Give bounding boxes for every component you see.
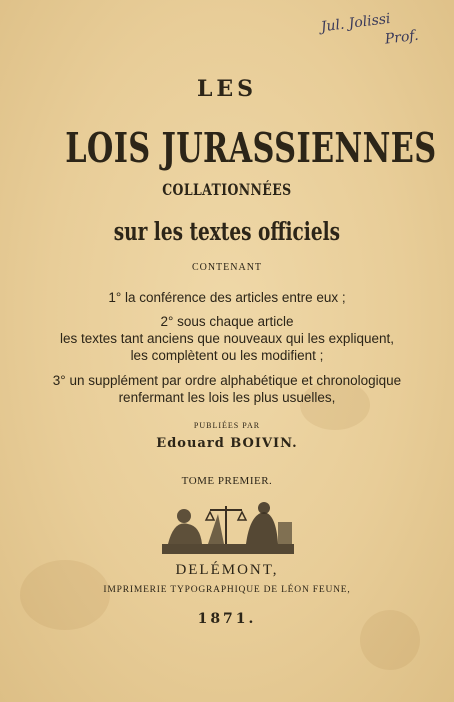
title-collation [0,180,454,199]
imprint-year: 1871. [197,611,257,627]
contents-item2a: 2° sous chaque article [160,314,294,329]
author-name: Edouard BOIVIN. [156,436,298,451]
justice-vignette-illustration [160,500,296,556]
signature-line1: Jul. Jolissi [320,10,392,36]
imprint-city: DELÉMONT, [175,562,279,578]
contents-item2b: les textes tant anciens que nouveaux qui les expliquent, [60,331,394,346]
title-subtitle [0,217,454,246]
contents-item3a: 3° un supplément par ordre alphabétique et chronologique [52,373,402,388]
signature-line2: Prof. [383,27,420,48]
contents-heading: CONTENANT [191,262,263,273]
title-les-text: LES [196,76,258,102]
title-main-text: LOIS JURASSIENNES [65,124,437,172]
handwritten-signature [319,0,444,65]
title-collation-text: COLLATIONNÉES [162,180,292,199]
contents-item3b: renfermant les lois les plus usuelles, [118,390,336,405]
contents-item2c: les complètent ou les modifient ; [130,348,324,363]
title-subtitle-text: sur les textes officiels [113,217,341,246]
published-by: PUBLIÉES PAR [193,421,261,430]
title-main [0,124,454,172]
imprint-printer: IMPRIMERIE TYPOGRAPHIQUE DE LÉON FEUNE, [103,585,351,595]
title-les [0,76,454,102]
volume-label: TOME PREMIER. [181,475,273,487]
contents-item1: 1° la conférence des articles entre eux ; [108,290,346,305]
